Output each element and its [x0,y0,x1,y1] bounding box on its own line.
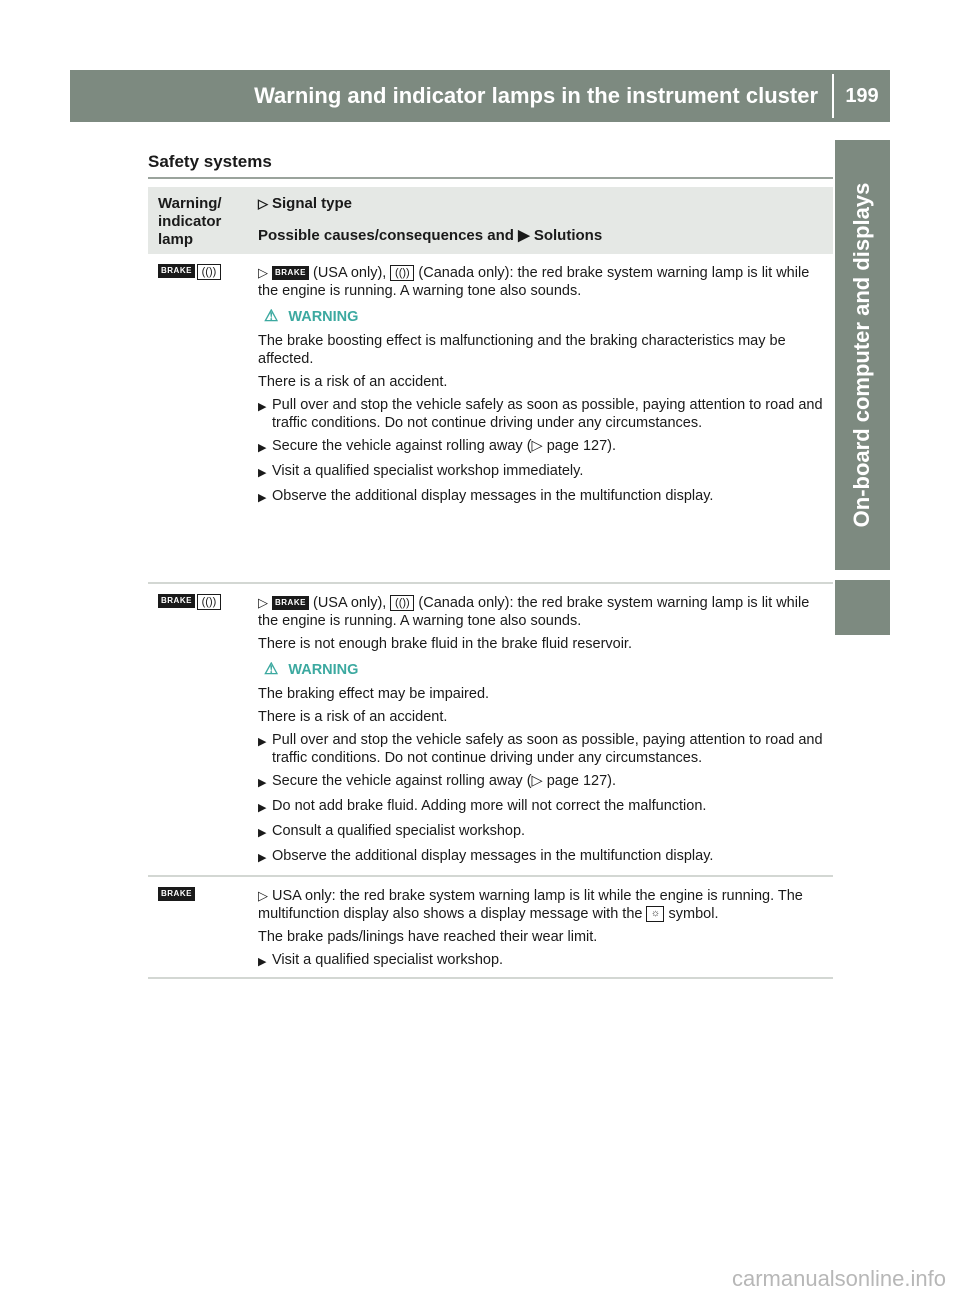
list-item: ▶ Visit a qualified specialist workshop. [258,951,833,971]
bullet-arrow-icon: ▶ [258,442,267,454]
col-header-lamp: Warning/ indicator lamp [158,195,222,248]
list-item: ▶ Pull over and stop the vehicle safely as soon as possible, paying attention to road and traffic conditions. Do not continue driving under any circumstances. [258,397,823,431]
side-tab [835,140,890,570]
bullet-arrow-icon: ▶ [258,401,267,413]
solution-arrow-icon: ▶ [518,227,530,244]
brake-circle-icon: (()) [390,265,414,281]
page-number: 199 [845,85,879,107]
brake-lamp-icon: BRAKE [272,596,309,610]
bullet-arrow-icon: ▶ [258,802,267,814]
table-header [148,187,833,254]
brake-circle-icon: (()) [197,264,221,280]
table-row [148,877,833,979]
signal-triangle-icon: ▷ [258,888,268,903]
signal-triangle-icon: ▷ [258,595,268,610]
brake-lamp-icon: BRAKE [272,266,309,280]
lamp-cell [158,594,221,610]
brake-pad-icon: ☼ [646,906,664,922]
watermark: carmanualsonline.info [731,1266,946,1291]
list-item: ▶ Secure the vehicle against rolling away (▷ page 127). [258,437,833,457]
bullet-arrow-icon: ▶ [258,956,267,968]
warning-triangle-icon: ⚠ [264,308,279,325]
description-cell: ▷ BRAKE (USA only), (()) (Canada only): the red brake system warning lamp is lit while the engine is running. A warning tone also sounds. There is not enough brake fluid in the brake fluid reservoir. ⚠ WARNING The braking effect may be impaired. There is a risk of an accident. ▶ Pull over and stop the vehicle safely as soon as possible, paying attention to road and traffic conditions. Do not continue driving under any circumstances. ▶ Secure the vehicle against rolling away (▷ page 127). ▶ Do not add brake fluid. Adding more will not correct the malfunction. ▶ Consult a qualified specialist workshop. ▶ Observe the additional display messages in the multifunction display. [258,584,833,888]
list-item: ▶ Observe the additional display messages in the multifunction display. [258,847,833,867]
bullet-arrow-icon: ▶ [258,777,267,789]
lamp-cell [158,887,195,901]
brake-lamp-icon: BRAKE [158,264,195,278]
description-cell: ▷ USA only: the red brake system warning lamp is lit while the engine is running. The multifunction display also shows a display message with the ☼ symbol. The brake pads/linings have reached their wear limit. ▶ Visit a qualified specialist workshop. [258,877,833,992]
lamp-cell [158,264,221,280]
list-item: ▶ Do not add brake fluid. Adding more will not correct the malfunction. [258,797,833,817]
bullet-arrow-icon: ▶ [258,827,267,839]
list-item: ▶ Visit a qualified specialist workshop immediately. [258,462,833,482]
header-bar [70,70,890,122]
bullet-arrow-icon: ▶ [258,467,267,479]
table-row [148,584,833,877]
list-item: ▶ Consult a qualified specialist workshop. [258,822,833,842]
table-row [148,254,833,584]
warning-label: ⚠ WARNING [264,308,359,325]
description-cell: ▷ BRAKE (USA only), (()) (Canada only): the red brake system warning lamp is lit while the engine is running. A warning tone also sounds. ⚠ WARNING The brake boosting effect is malfunctioning and the braking characteristics may be affected. There is a risk of an accident. ▶ Pull over and stop the vehicle safely as soon as possible, paying attention to road and traffic conditions. Do not continue driving under any circumstances. ▶ Secure the vehicle against rolling away (▷ page 127). ▶ Visit a qualified specialist workshop immediately. ▶ Observe the additional display messages in the multifunction display. [258,254,833,528]
section-title: Safety systems [148,152,272,171]
list-item: ▶ Pull over and stop the vehicle safely as soon as possible, paying attention to road and traffic conditions. Do not continue driving under any circumstances. [258,732,823,766]
warning-triangle-icon: ⚠ [264,661,279,678]
bullet-arrow-icon: ▶ [258,492,267,504]
side-tab-label: On-board computer and displays [849,182,874,528]
side-marker [835,580,890,635]
header-title: Warning and indicator lamps in the instrument cluster [254,83,818,108]
brake-lamp-icon: BRAKE [158,887,195,901]
bullet-arrow-icon: ▶ [258,736,267,748]
warning-lamp-table [148,187,833,979]
signal-triangle-icon: ▷ [258,196,268,211]
list-item: ▶ Observe the additional display messages in the multifunction display. [258,487,833,507]
brake-lamp-icon: BRAKE [158,594,195,608]
list-item: ▶ Secure the vehicle against rolling away (▷ page 127). [258,772,833,792]
brake-circle-icon: (()) [197,594,221,610]
warning-label: ⚠ WARNING [264,661,359,678]
brake-circle-icon: (()) [390,595,414,611]
section-divider [148,177,833,179]
bullet-arrow-icon: ▶ [258,852,267,864]
signal-triangle-icon: ▷ [258,265,268,280]
col-header-main: ▷ Signal type Possible causes/consequences and ▶ Solutions [258,195,603,244]
